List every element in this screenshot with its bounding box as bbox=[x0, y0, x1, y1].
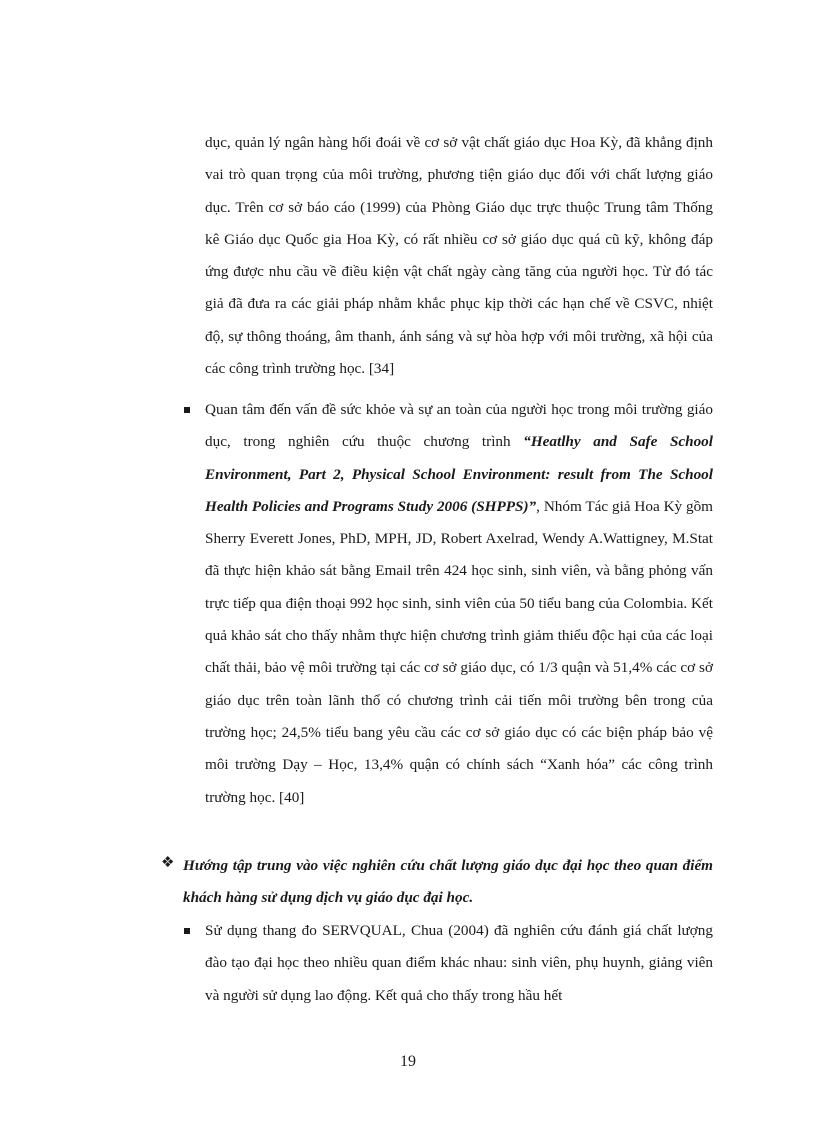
program-title: “Heatlhy and Safe School Environment, Part 2, Physical School Environment: result from The School Health Policies and Programs Study 2006 (SHPPS)” bbox=[205, 433, 713, 515]
paragraph-2-rest: , Nhóm Tác giả Hoa Kỳ gồm Sherry Everett Jones, PhD, MPH, JD, Robert Axelrad, Wendy A.Wattigney, M.Stat đã thực hiện khảo sát bằng Email trên 424 học sinh, sinh viên, và bằng phỏng vấn trực tiếp qua điện thoại 992 học sinh, sinh viên của 50 tiểu bang của Colombia. Kết quả khảo sát cho thấy nhằm thực hiện chương trình giảm thiểu độc hại của các loại chất thải, bảo vệ môi trường tại các cơ sở giáo dục, có 1/3 quận và 51,4% các cơ sở giáo dục trên toàn lãnh thổ có chương trình cải tiến môi trường bên trong của trường học; 24,5% tiểu bang yêu cầu các cơ sở giáo dục có các biện pháp bảo vệ môi trường Dạy – Học, 13,4% quận có chính sách “Xanh hóa” các công trình trường học. [40] bbox=[205, 497, 713, 806]
square-bullet-icon bbox=[184, 928, 190, 934]
square-bullet-icon bbox=[184, 407, 190, 413]
page-number: 19 bbox=[400, 1053, 416, 1070]
section-heading: Hướng tập trung vào việc nghiên cứu chất lượng giáo dục đại học theo quan điểm khách hàng sử dụng dịch vụ giáo dục đại học. bbox=[183, 857, 713, 907]
paragraph-2 bbox=[205, 394, 713, 814]
paragraph-2-lead: Quan tâm đến vấn đề sức khỏe và sự an toàn của người học trong môi trường giáo dục, trong nghiên cứu thuộc chương trình bbox=[205, 401, 713, 451]
paragraph-3: Sử dụng thang đo SERVQUAL, Chua (2004) đã nghiên cứu đánh giá chất lượng đào tạo đại học theo nhiều quan điểm khác nhau: sinh viên, phụ huynh, giảng viên và người sử dụng lao động. Kết quả cho thấy trong hầu hết bbox=[205, 922, 713, 1004]
diamond-bullet-icon: ❖ bbox=[161, 855, 175, 871]
paragraph-1: dục, quản lý ngân hàng hối đoái về cơ sở vật chất giáo dục Hoa Kỳ, đã khẳng định vai trò quan trọng của môi trường, phương tiện giáo dục đối với chất lượng giáo dục. Trên cơ sở báo cáo (1999) của Phòng Giáo dục trực thuộc Trung tâm Thống kê Giáo dục Quốc gia Hoa Kỳ, có rất nhiều cơ sở giáo dục quá cũ kỹ, không đáp ứng được nhu cầu về điều kiện vật chất ngày càng tăng của người học. Từ đó tác giả đã đưa ra các giải pháp nhằm khắc phục kịp thời các hạn chế về CSVC, nhiệt độ, sự thông thoáng, âm thanh, ánh sáng và sự hòa hợp với môi trường, xã hội của các công trình trường học. [34] bbox=[205, 134, 713, 378]
